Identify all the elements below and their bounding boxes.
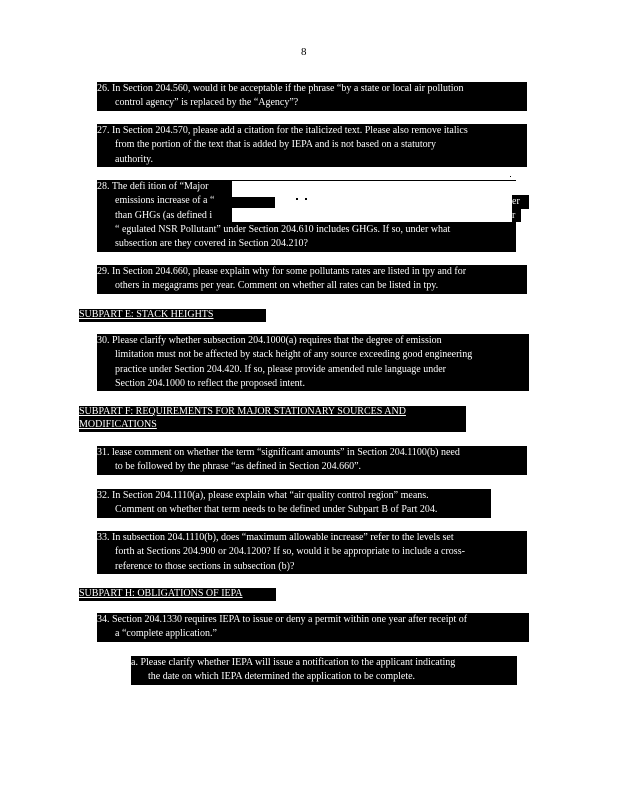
list-item-line: 29. In Section 204.660, please explain why for some pollutants rates are listed in tpy and for	[97, 266, 467, 277]
list-item-line: 26. In Section 204.560, would it be acceptable if the phrase “by a state or local air pollution	[97, 83, 464, 94]
list-item-line: a “complete application.”	[115, 628, 217, 640]
section-heading-subpart-f	[79, 406, 466, 432]
list-item-line: than GHGs (as defined i	[115, 209, 213, 221]
list-item-line: 32. In Section 204.1110(a), please explain what “air quality control region” means.	[97, 490, 429, 501]
list-item-line: to be followed by the phrase “as defined in Section 204.660”.	[115, 461, 362, 473]
section-heading-line: SUBPART H: OBLIGATIONS OF IEPA	[79, 588, 243, 599]
list-item-line: from the portion of the text that is added by IEPA and is not based on a statutory	[115, 139, 436, 151]
list-item-line: forth at Sections 204.900 or 204.1200? If so, would it be appropriate to include a cross-	[115, 546, 465, 558]
section-heading-line: MODIFICATIONS	[79, 418, 157, 430]
section-heading-line: SUBPART E: STACK HEIGHTS	[79, 309, 214, 320]
list-item-30	[97, 334, 529, 391]
list-item-line: 28. The defi ition of “Major	[97, 181, 209, 192]
section-heading-line: SUBPART F: REQUIREMENTS FOR MAJOR STATIONARY SOURCES AND	[79, 406, 406, 417]
list-item-line: Section 204.1000 to reflect the proposed intent.	[115, 377, 305, 389]
list-item-34	[97, 613, 529, 642]
list-item-line: 33. In subsection 204.1110(b), does “maximum allowable increase” refer to the levels set	[97, 532, 454, 543]
list-item-line: 31. lease comment on whether the term “significant amounts” in Section 204.1100(b) need	[97, 447, 460, 458]
page-number: 8	[301, 46, 307, 58]
section-heading-subpart-h	[79, 588, 276, 601]
list-item-34a	[131, 656, 517, 685]
list-item-33	[97, 531, 527, 574]
list-item-26	[97, 82, 527, 111]
list-item-line: 34. Section 204.1330 requires IEPA to issue or deny a permit within one year after receipt of	[97, 614, 468, 625]
list-item-line: reference to those sections in subsection (b)?	[115, 560, 295, 572]
list-item-line: control agency” is replaced by the “Agency”?	[115, 97, 299, 109]
list-item-line: “ egulated NSR Pollutant” under Section 204.610 includes GHGs. If so, under what	[115, 223, 451, 235]
list-item-line: 30. Please clarify whether subsection 204.1000(a) requires that the degree of emission	[97, 335, 442, 346]
list-item-line: others in megagrams per year. Comment on whether all rates can be listed in tpy.	[115, 280, 439, 292]
list-item-28-right-fragment	[512, 195, 529, 209]
list-item-line: Comment on whether that term needs to be defined under Subpart B of Part 204.	[115, 504, 438, 516]
list-item-line: practice under Section 204.420. If so, please provide amended rule language under	[115, 363, 446, 375]
list-item-32	[97, 489, 491, 518]
redaction-area	[232, 208, 516, 222]
list-item-29	[97, 265, 527, 294]
list-item-31	[97, 446, 527, 475]
list-item-line: authority.	[115, 153, 153, 165]
list-item-28-right-fragment	[512, 209, 521, 222]
list-item-line: limitation must not be affected by stack height of any source exceeding good engineering	[115, 349, 473, 361]
section-heading-subpart-e	[79, 309, 266, 322]
scan-speck	[305, 198, 307, 200]
list-item-line: a. Please clarify whether IEPA will issue a notification to the applicant indicating	[131, 657, 456, 668]
list-item-line: 27. In Section 204.570, please add a citation for the italicized text. Please also remove italics	[97, 125, 468, 136]
list-item-line: the date on which IEPA determined the application to be complete.	[148, 671, 416, 683]
redaction-area	[232, 181, 516, 197]
list-item-line: r	[512, 210, 516, 221]
list-item-line: subsection are they covered in Section 204.210?	[115, 238, 308, 250]
list-item-line: emissions increase of a “	[115, 195, 215, 207]
scan-speck	[296, 198, 298, 200]
list-item-line: er	[512, 196, 520, 207]
list-item-27	[97, 124, 527, 167]
scan-speck	[510, 176, 511, 177]
